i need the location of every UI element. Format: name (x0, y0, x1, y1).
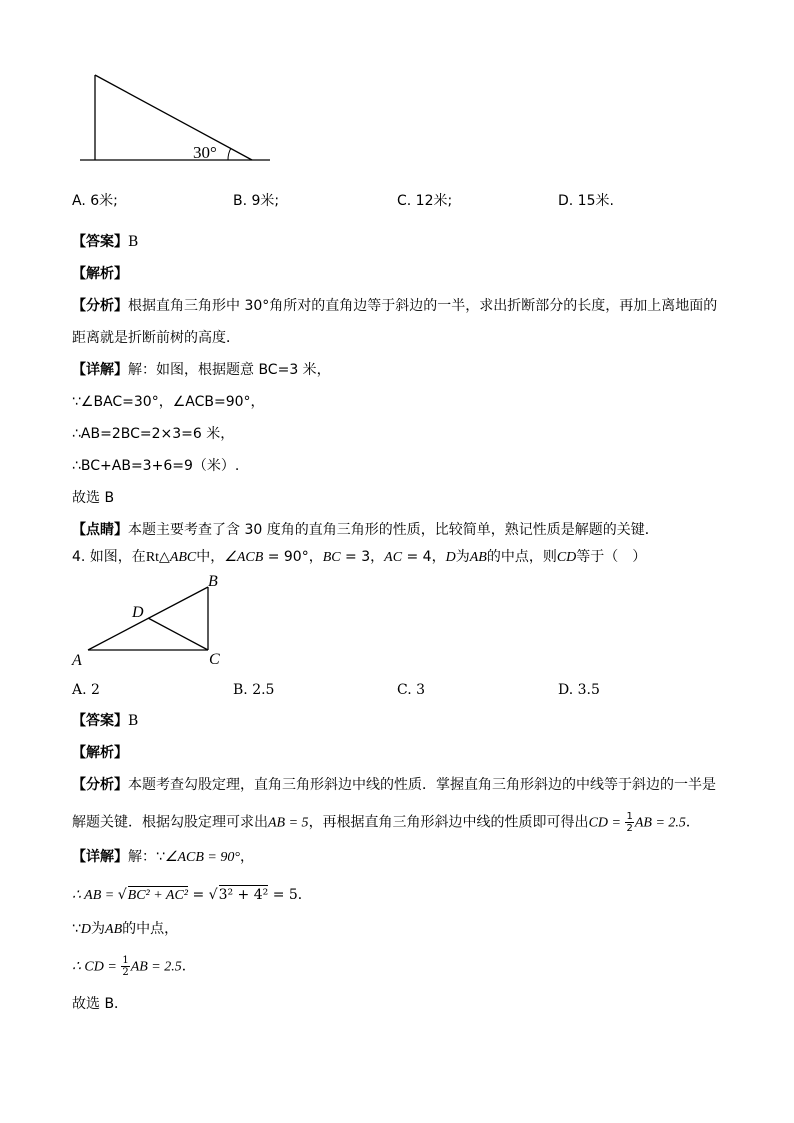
q4-stem-mid2: 的中点，则 (486, 549, 557, 565)
q4-label-d: D (132, 604, 144, 621)
q3-detail-text1: 解：如图，根据题意 BC=3 米， (128, 362, 331, 378)
q4-stem-ab: AB (469, 550, 487, 565)
q4-stem-end: 等于（ ） (576, 549, 647, 565)
q4-fenxi-cd: CD = (588, 815, 625, 831)
q4-detail-2a: ∴ AB = (72, 888, 118, 903)
q3-dianjing-text: 本题主要考查了含 30 度角的直角三角形的性质，比较简单，熟记性质是解题的关键． (128, 522, 659, 538)
q3-angle-label: 30° (193, 143, 217, 162)
q3-analysis-tag: 【解析】 (72, 266, 128, 282)
q4-detail-line2: ∴ AB = √BC² + AC² = √3² + 4² = 5． (72, 887, 312, 903)
q4-option-b: B. 2.5 (233, 682, 275, 698)
q4-option-a: A. 2 (72, 682, 100, 698)
q4-stem-prefix: 4. 如图，在 (72, 549, 146, 565)
q3-dianjing-tag: 【点睛】 (72, 522, 128, 538)
q4-detail-4c: ． (181, 958, 196, 975)
q4-answer (72, 712, 138, 730)
q4-answer-value: B (128, 713, 139, 729)
q4-fenxi-line2 (72, 811, 700, 834)
q3-hypotenuse (95, 75, 252, 160)
q3-option-a: A. 6米; (72, 193, 118, 209)
q4-detail-3a: ∵ (72, 921, 81, 937)
q4-fenxi-text2a: 解题关键．根据勾股定理可求出 (72, 814, 268, 831)
q4-analysis-tag: 【解析】 (72, 745, 128, 761)
q3-detail-line3: ∴AB=2BC=2×3=6 米， (72, 426, 235, 442)
q3-detail-tag: 【详解】 (72, 362, 128, 378)
q4-stem-abc: ABC (169, 550, 197, 565)
q4-detail-3b: D (80, 922, 92, 937)
q3-option-d: D. 15米. (558, 193, 614, 209)
q4-fenxi-end: ． (685, 814, 700, 831)
q3-angle-arc (228, 148, 231, 160)
q4-fenxi-frac-den: 2 (626, 823, 633, 834)
q4-option-d: D. 3.5 (558, 682, 600, 698)
q3-option-b: B. 9米; (233, 193, 280, 209)
q3-dianjing (72, 521, 659, 539)
q4-stem-d: D (445, 550, 456, 565)
q3-choose: 故选 B (72, 490, 115, 506)
q4-fenxi-fraction (625, 811, 633, 834)
q4-label-a: A (72, 652, 82, 669)
q4-stem-wei: 为 (455, 549, 470, 565)
q4-fenxi-frac-num: 1 (626, 811, 633, 822)
q4-detail-tag: 【详解】 (72, 849, 128, 865)
q4-fenxi-text2b: ，再根据直角三角形斜边中线的性质即可得出 (308, 814, 589, 831)
q4-detail-2d: 3² + 4² (218, 887, 269, 903)
q4-detail-3c: 为 (91, 921, 106, 937)
q4-detail-line1 (72, 848, 254, 867)
q3-answer-tag: 【答案】 (72, 234, 128, 250)
q4-detail-4b: AB = 2.5 (130, 959, 182, 975)
q4-fenxi-ab25: AB = 2.5 (634, 815, 686, 831)
q4-detail-1a: 解：∵ (128, 849, 165, 865)
q4-stem-mid1: 中， (196, 549, 225, 565)
q4-detail-2e: = 5． (268, 887, 312, 903)
q4-median-cd (148, 618, 208, 650)
q4-detail-frac-num: 1 (122, 955, 129, 966)
q3-analysis-heading (72, 265, 128, 283)
q4-stem-bc: BC (322, 550, 341, 565)
q3-tree-figure (76, 70, 276, 166)
q4-fenxi-text1: 本题考查勾股定理，直角三角形斜边中线的性质．掌握直角三角形斜边的中线等于斜边的一半是 (128, 777, 716, 793)
q3-fenxi-tag: 【分析】 (72, 298, 128, 314)
q4-triangle-figure (66, 570, 236, 670)
q3-answer (72, 233, 138, 251)
q4-detail-3d: AB (105, 922, 123, 937)
q4-stem-eq4: = 4， (402, 549, 446, 565)
q3-detail-line2: ∵∠BAC=30°，∠ACB=90°， (72, 394, 265, 410)
q3-fenxi-text1: 根据直角三角形中 30°角所对的直角边等于斜边的一半，求出折断部分的长度，再加上离地面的 (128, 298, 718, 314)
q4-fenxi-tag: 【分析】 (72, 777, 128, 793)
q4-stem-cd: CD (556, 550, 577, 565)
q3-answer-value: B (128, 234, 139, 250)
q4-stem (72, 548, 646, 567)
q4-stem-eq90: = 90°， (263, 549, 323, 565)
q4-fenxi-ab5: AB = 5 (268, 815, 309, 831)
q4-answer-tag: 【答案】 (72, 713, 128, 729)
q4-choose: 故选 B． (72, 996, 129, 1012)
q4-detail-2c: = (188, 887, 209, 903)
q3-option-c: C. 12米; (397, 193, 453, 209)
q4-stem-rt: Rt△ (145, 550, 170, 565)
q4-detail-3e: 的中点， (122, 921, 179, 937)
q4-detail-4a: ∴ CD = (72, 959, 121, 975)
q4-analysis-heading (72, 744, 128, 762)
q4-fenxi-line1 (72, 776, 716, 794)
q4-detail-1b: ∠ACB = 90° (164, 850, 240, 865)
q4-detail-1c: ， (239, 849, 254, 865)
q4-label-b: B (208, 573, 218, 590)
q3-detail-line4: ∴BC+AB=3+6=9（米）. (72, 458, 240, 474)
q4-detail-2b: BC² + AC² (127, 888, 189, 903)
q4-detail-frac-den: 2 (122, 967, 129, 978)
q4-stem-eq3: = 3， (340, 549, 385, 565)
q3-fenxi-line2: 距离就是折断前树的高度． (72, 330, 240, 346)
q4-detail-fraction (121, 955, 129, 978)
q4-option-c: C. 3 (397, 682, 426, 698)
q3-fenxi-line1 (72, 297, 717, 315)
q3-detail-line1 (72, 361, 331, 379)
q4-stem-ac: AC (384, 550, 403, 565)
q4-detail-line4 (72, 955, 196, 978)
q4-detail-line3 (72, 920, 178, 939)
q4-stem-acb: ∠ACB (224, 550, 264, 565)
q4-label-c: C (209, 651, 220, 668)
